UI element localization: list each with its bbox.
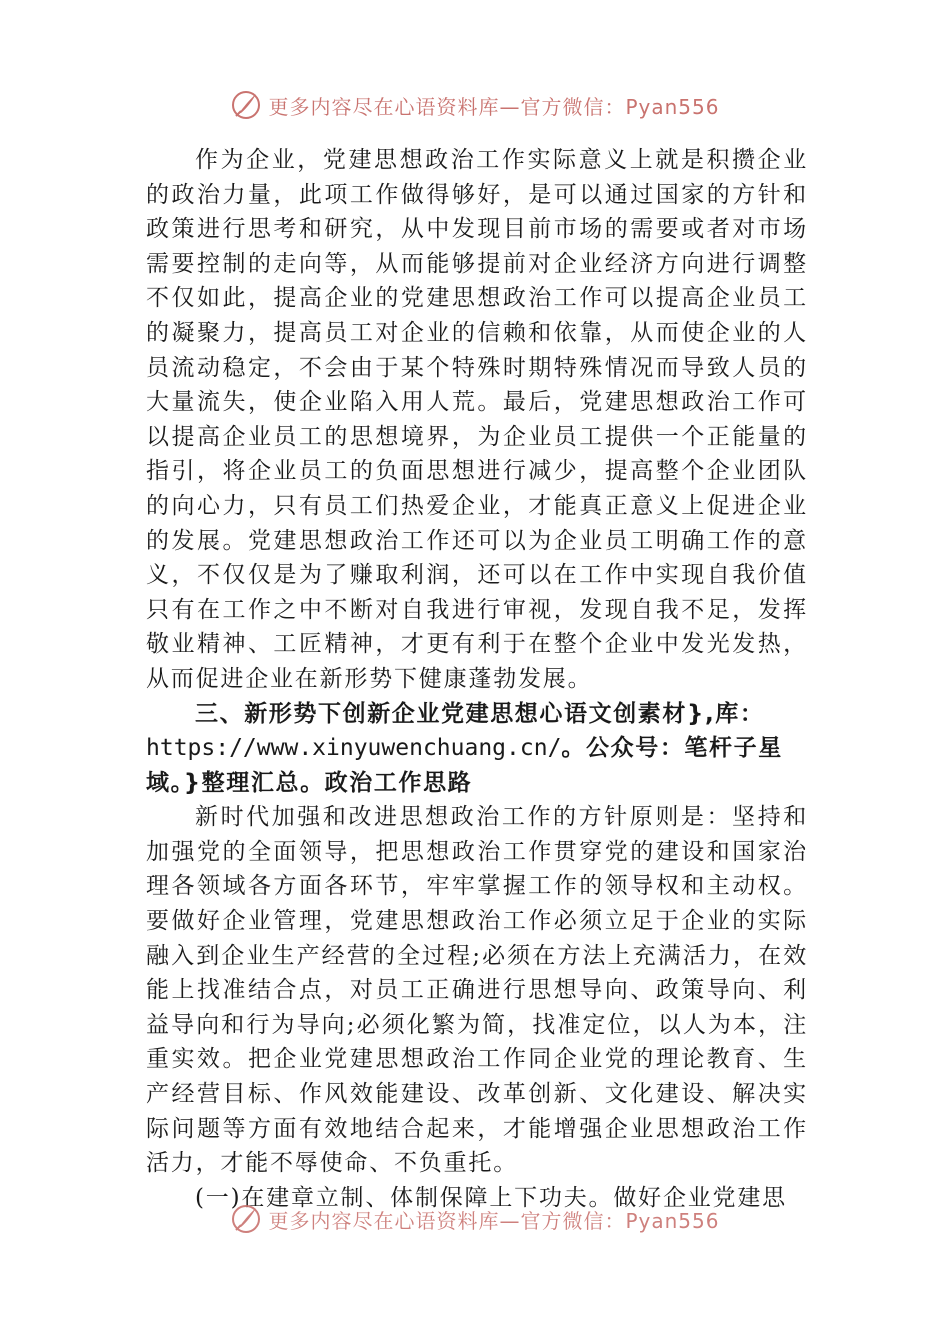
heading-text-2: 。公众号：笔杆子星域。}整理汇总。政治工作思路 — [146, 735, 783, 796]
section-heading — [146, 697, 808, 801]
quill-logo-icon — [230, 1205, 262, 1233]
document-body — [146, 143, 808, 1215]
watermark-footer — [0, 1205, 950, 1233]
paragraph-3: (一)在建章立制、体制保障上下功夫。做好企业党建思 — [195, 1184, 787, 1211]
watermark-text: 更多内容尽在心语资料库—官方微信：Pyan556 — [268, 1208, 720, 1233]
heading-text-1: 三、新形势下创新企业党建思想心语文创素材},库： — [195, 700, 765, 727]
watermark-header — [0, 85, 950, 125]
quill-logo-icon — [230, 89, 262, 121]
watermark-text: 更多内容尽在心语资料库—官方微信：Pyan556 — [268, 94, 720, 119]
paragraph-2: 新时代加强和改进思想政治工作的方针原则是：坚持和加强党的全面领导，把思想政治工作贯穿党的建设和国家治理各领域各方面各环节，牢牢掌握工作的领导权和主动权。要做好企业管理，党建思想政治工作必须立足于企业的实际融入到企业生产经营的全过程;必须在方法上充满活力，在效能上找准结合点，对员工正确进行思想导向、政策导向、利益导向和行为导向;必须化繁为简，找准定位，以人为本，注重实效。把企业党建思想政治工作同企业党的理论教育、生产经营目标、作风效能建设、改革创新、文化建设、解决实际问题等方面有效地结合起来，才能增强企业思想政治工作活力，才能不辱使命、不负重托。 — [146, 804, 808, 1177]
heading-url-link[interactable]: https://www.xinyuwenchuang.cn/ — [146, 735, 562, 762]
paragraph-1: 作为企业，党建思想政治工作实际意义上就是积攒企业的政治力量，此项工作做得够好，是可以通过国家的方针和政策进行思考和研究，从中发现目前市场的需要或者对市场需要控制的走向等，从而能够提前对企业经济方向进行调整不仅如此，提高企业的党建思想政治工作可以提高企业员工的凝聚力，提高员工对企业的信赖和依靠，从而使企业的人员流动稳定，不会由于某个特殊时期特殊情况而导致人员的大量流失，使企业陷入用人荒。最后，党建思想政治工作可以提高企业员工的思想境界，为企业员工提供一个正能量的指引，将企业员工的负面思想进行减少，提高整个企业团队的向心力，只有员工们热爱企业，才能真正意义上促进企业的发展。党建思想政治工作还可以为企业员工明确工作的意义，不仅仅是为了赚取利润，还可以在工作中实现自我价值只有在工作之中不断对自我进行审视，发现自我不足，发挥敬业精神、工匠精神，才更有利于在整个企业中发光发热，从而促进企业在新形势下健康蓬勃发展。 — [146, 147, 808, 692]
